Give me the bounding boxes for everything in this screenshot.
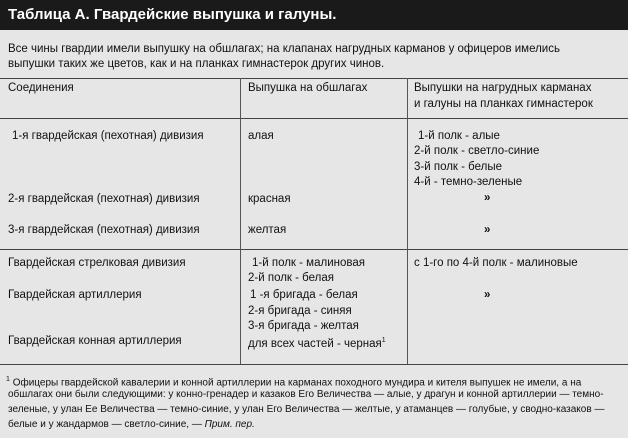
footnote-line-3: зеленые, у улан Ее Величества — темно-синие, у улан Его Величества — желтые, у атаманцев — голубые, у сводно-казаков — (8, 404, 605, 415)
pocket-regiment-2: 2-й полк - светло-синие (414, 145, 540, 157)
unit-3rd-guards-division: 3-я гвардейская (пехотная) дивизия (8, 224, 200, 236)
cuff-2nd-division: красная (248, 193, 291, 205)
unit-guards-artillery: Гвардейская артиллерия (8, 289, 142, 301)
column-divider-2 (407, 78, 408, 364)
unit-2nd-guards-division: 2-я гвардейская (пехотная) дивизия (8, 193, 200, 205)
footnote-ref-mark: 1 (381, 337, 386, 344)
cuff-rifle-regiment-1: 1-й полк - малиновая (252, 257, 365, 269)
header-top-rule (0, 78, 628, 79)
unit-guards-rifle-division: Гвардейская стрелковая дивизия (8, 257, 186, 269)
pocket-regiment-1: 1-й полк - алые (418, 130, 500, 142)
header-pocket-piping-line-2: и галуны на планках гимнастерок (414, 98, 593, 110)
footnote-line-4 (8, 417, 255, 432)
footnote-mark: 1 (6, 376, 10, 383)
footnote-line-4-text: белые и у жандармов — светло-синие, — (8, 419, 202, 430)
pocket-regiment-4: 4-й - темно-зеленые (414, 176, 523, 188)
table-bottom-rule (0, 364, 628, 365)
cuff-horse-artillery-text: для всех частей - черная (248, 337, 382, 350)
pocket-rifle-division: с 1-го по 4-й полк - малиновые (414, 257, 578, 269)
ditto-mark-2nd-division: » (484, 192, 491, 204)
cuff-artillery-brigade-3: 3-я бригада - желтая (248, 320, 359, 332)
footnote-line-2: обшлагах они были следующими: у конно-гренадер и казаков Его Величества — алые, у драгун и конной артиллерии — темно- (8, 389, 604, 400)
ditto-mark-artillery: » (484, 289, 491, 301)
cuff-3rd-division: желтая (248, 224, 287, 236)
column-divider-1 (240, 78, 241, 364)
pocket-regiment-3: 3-й полк - белые (414, 161, 503, 173)
unit-guards-horse-artillery: Гвардейская конная артиллерия (8, 335, 182, 347)
cuff-artillery-brigade-1: 1 -я бригада - белая (250, 289, 358, 301)
header-cuff-piping: Выпушка на обшлагах (248, 82, 368, 94)
translator-note: Прим. пер. (204, 419, 255, 430)
group-divider (0, 249, 628, 250)
cuff-artillery-brigade-2: 2-я бригада - синяя (248, 305, 352, 317)
table-title: Таблица А. Гвардейские выпушка и галуны. (8, 6, 337, 23)
unit-1st-guards-division: 1-я гвардейская (пехотная) дивизия (12, 130, 204, 142)
header-units: Соединения (8, 82, 74, 94)
cuff-1st-division: алая (248, 130, 274, 142)
header-bottom-rule (0, 118, 628, 119)
intro-line-2: выпушки таких же цветов, как и на планках гимнастерок других чинов. (8, 58, 385, 70)
ditto-mark-3rd-division: » (484, 224, 491, 236)
footnote-line-1-text: Офицеры гвардейской кавалерии и конной артиллерии на карманах походного мундира и кителя выпушек не имели, а на (12, 377, 582, 389)
cuff-horse-artillery (248, 333, 386, 352)
header-pocket-piping-line-1: Выпушки на нагрудных карманах (414, 82, 592, 94)
cuff-rifle-regiment-2: 2-й полк - белая (248, 272, 334, 284)
intro-line-1: Все чины гвардии имели выпушку на обшлагах; на клапанах нагрудных карманов у офицеров имелись (8, 43, 560, 55)
